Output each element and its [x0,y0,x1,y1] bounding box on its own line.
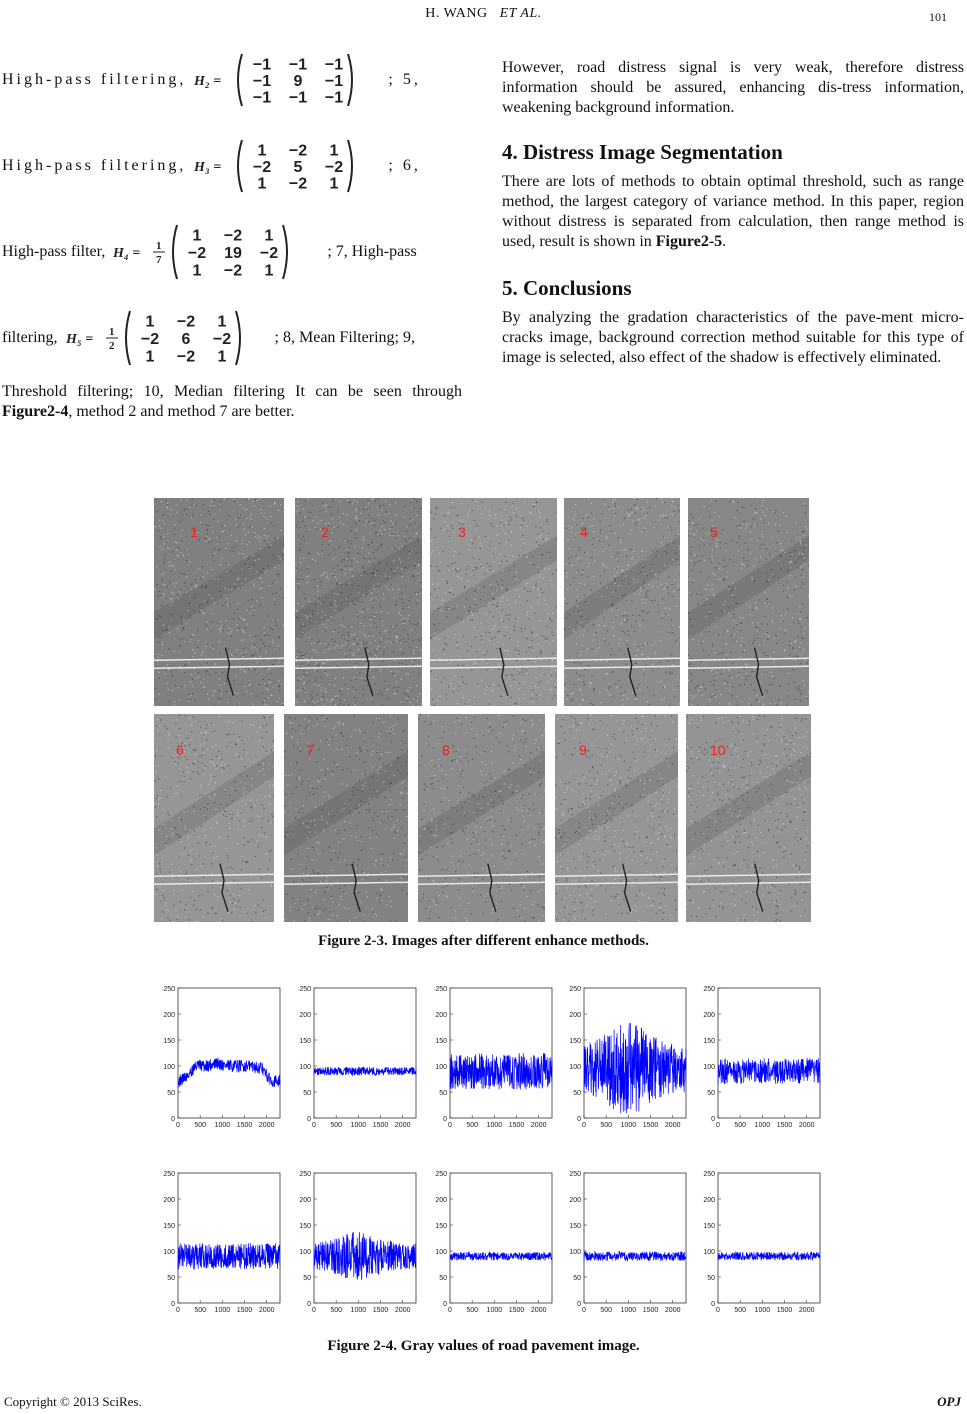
matrix-prefix-denominator: 7 [156,254,162,266]
matrix-cell: −2 [224,227,243,245]
text-fragment: High-pass filtering, [2,71,187,88]
y-tick-label: 150 [163,1038,175,1045]
panel-number-label: 5 [710,524,718,540]
y-tick-label: 200 [703,1012,715,1019]
pavement-image [284,714,408,922]
x-tick-label: 2000 [664,1122,681,1129]
section-5-heading: 5. Conclusions [502,276,632,300]
x-tick-label: 1000 [620,1122,637,1129]
plot-frame [450,988,552,1118]
y-tick-label: 0 [443,1116,447,1123]
plot-frame [178,1173,280,1303]
x-tick-label: 0 [448,1307,452,1314]
x-tick-label: 1500 [776,1307,793,1314]
x-tick-label: 1000 [350,1122,367,1129]
equation-line-3 [2,222,462,282]
enhanced-image-panel [555,714,678,922]
x-tick-label: 1500 [236,1307,253,1314]
matrix-cell: −1 [325,89,344,107]
matrix-cell: 1 [329,142,339,160]
equation-line-2 [2,136,462,196]
matrix-cell: −2 [253,159,272,176]
y-tick-label: 50 [707,1090,715,1097]
x-tick-label: 1000 [350,1307,367,1314]
y-tick-label: 150 [299,1038,311,1045]
gray-value-plot [558,980,690,1140]
y-tick-label: 250 [569,1171,581,1178]
matrix-cell: −1 [253,73,272,90]
x-tick-label: 2000 [530,1122,547,1129]
matrix-label: H₃ = [194,160,222,175]
matrix-cell: −2 [260,245,279,262]
matrix-cell: 1 [329,175,339,193]
panel-number-label: 2 [321,524,329,540]
matrix-cell: 1 [257,175,267,193]
right-column [502,58,964,368]
y-tick-label: 100 [569,1249,581,1256]
y-tick-label: 250 [569,986,581,993]
x-tick-label: 500 [194,1307,207,1314]
y-tick-label: 50 [167,1275,175,1282]
journal-abbreviation: OPJ [937,1394,961,1409]
matrix-cell: −2 [224,262,243,280]
section-4-paragraph: There are lots of methods to obtain optimal threshold, such as range method, the largest category of variance method. In this paper, region without distress is separated from calculation, then range method is used, result is shown in Figure2-5. [502,173,964,250]
section-5-paragraph: By analyzing the gradation characteristics of the pave-ment micro-cracks image, background correction method suitable for this type of image is selected, also effect of the shadow is effectively eliminated. [502,309,964,366]
gray-value-plot [152,1165,284,1325]
matrix-prefix-numerator: 1 [156,240,162,252]
y-tick-label: 150 [299,1223,311,1230]
y-tick-label: 250 [703,986,715,993]
panel-number-label: 6 [176,742,184,758]
equation-line-1 [2,50,462,110]
pavement-image [418,714,545,922]
y-tick-label: 150 [703,1223,715,1230]
enhanced-image-panel [295,498,422,706]
x-tick-label: 1000 [486,1122,503,1129]
y-tick-label: 250 [299,1171,311,1178]
matrix-h2 [192,51,382,109]
x-tick-label: 1000 [214,1307,231,1314]
left-paragraph: Threshold filtering; 10, Median filtering It can be seen through Figure2-4, method 2 and method 7 are better. [2,383,462,420]
y-tick-label: 250 [163,1171,175,1178]
y-tick-label: 50 [707,1275,715,1282]
figure-2-3-caption: Figure 2-3. Images after different enhance methods. [318,933,649,949]
matrix-bracket-right [348,140,352,192]
pavement-image [154,498,284,706]
y-tick-label: 200 [163,1012,175,1019]
pavement-image [295,498,422,706]
panel-number-label: 10 [710,742,726,758]
x-tick-label: 2000 [798,1122,815,1129]
matrix-prefix-denominator: 2 [108,340,115,352]
matrix-cell: 1 [264,227,274,245]
matrix-bracket-right [348,54,352,106]
copyright-footer: Copyright © 2013 SciRes. [4,1394,142,1409]
gray-value-plot [152,980,284,1140]
matrix-bracket-left [126,311,130,365]
matrix-cell: −1 [325,56,344,74]
x-tick-label: 0 [176,1122,180,1129]
x-tick-label: 1000 [214,1122,231,1129]
gray-value-plot [558,1165,690,1325]
pavement-image [555,714,678,922]
panel-number-label: 7 [306,742,314,758]
x-tick-label: 1500 [372,1307,389,1314]
x-tick-label: 2000 [394,1307,411,1314]
plot-frame [718,988,820,1118]
x-tick-label: 1000 [754,1307,771,1314]
matrix-prefix-numerator: 1 [108,326,115,338]
x-tick-label: 0 [582,1307,586,1314]
enhanced-image-panel [154,714,274,922]
x-tick-label: 0 [448,1122,452,1129]
x-tick-label: 500 [194,1122,207,1129]
y-tick-label: 100 [435,1249,447,1256]
matrix-bracket-left [238,140,242,192]
matrix-bracket-right [236,311,240,365]
x-tick-label: 1500 [642,1307,659,1314]
matrix-bracket-left [238,54,242,106]
y-tick-label: 100 [435,1064,447,1071]
y-tick-label: 200 [703,1197,715,1204]
text-fragment: High-pass filtering, [2,157,187,174]
y-tick-label: 200 [299,1012,311,1019]
y-tick-label: 200 [569,1197,581,1204]
x-tick-label: 0 [312,1122,316,1129]
matrix-cell: −2 [289,142,308,160]
y-tick-label: 0 [577,1301,581,1308]
matrix-cell: 1 [145,313,154,331]
y-tick-label: 100 [703,1064,715,1071]
x-tick-label: 1000 [486,1307,503,1314]
y-tick-label: 0 [171,1301,175,1308]
y-tick-label: 100 [299,1249,311,1256]
equation-line-4 [2,308,462,368]
y-tick-label: 100 [703,1249,715,1256]
plot-frame [314,1173,416,1303]
y-tick-label: 50 [303,1275,311,1282]
y-tick-label: 150 [569,1038,581,1045]
enhanced-image-panel [154,498,284,706]
plot-frame [584,1173,686,1303]
y-tick-label: 150 [435,1223,447,1230]
x-tick-label: 0 [716,1122,720,1129]
matrix-cell: −2 [140,331,159,348]
enhanced-image-panel [284,714,408,922]
y-tick-label: 0 [711,1301,715,1308]
matrix-cell: −2 [188,245,207,262]
running-header-authors: H. WANG ET AL. [425,6,542,21]
y-tick-label: 250 [703,1171,715,1178]
gray-value-plot [692,1165,824,1325]
text-fragment: High-pass filter, [2,243,106,260]
y-tick-label: 50 [573,1090,581,1097]
y-tick-label: 0 [443,1301,447,1308]
matrix-cell: −2 [212,331,231,348]
y-tick-label: 250 [163,986,175,993]
y-tick-label: 200 [163,1197,175,1204]
matrix-cell: −2 [325,159,344,176]
figure-reference[interactable]: Figure2-4 [2,403,69,420]
matrix-cell: −2 [289,175,308,193]
pavement-image [154,714,274,922]
x-tick-label: 0 [716,1307,720,1314]
y-tick-label: 0 [577,1116,581,1123]
panel-number-label: 1 [190,524,198,540]
y-tick-label: 50 [167,1090,175,1097]
figure-reference[interactable]: Figure2-5 [655,233,723,250]
enhanced-image-panel [688,498,809,706]
matrix-bracket-left [173,225,177,279]
matrix-bracket-right [283,225,287,279]
x-tick-label: 1500 [642,1122,659,1129]
matrix-cell: 1 [192,227,202,245]
y-tick-label: 200 [435,1197,447,1204]
panel-number-label: 3 [458,524,466,540]
y-tick-label: 200 [435,1012,447,1019]
y-tick-label: 150 [569,1223,581,1230]
enhanced-image-panel [430,498,557,706]
gray-value-plot [288,980,420,1140]
figure-2-4-caption: Figure 2-4. Gray values of road pavement image. [327,1338,640,1354]
x-tick-label: 500 [734,1307,747,1314]
matrix-cell: 19 [224,245,243,262]
y-tick-label: 100 [163,1064,175,1071]
y-tick-label: 200 [569,1012,581,1019]
gray-value-plot [424,1165,556,1325]
section-4-heading: 4. Distress Image Segmentation [502,140,783,164]
x-tick-label: 2000 [530,1307,547,1314]
x-tick-label: 500 [600,1122,613,1129]
enhanced-image-panel [686,714,811,922]
x-tick-label: 2000 [798,1307,815,1314]
matrix-label: H₅ = [65,332,93,347]
matrix-cell: −1 [289,56,308,74]
plot-frame [718,1173,820,1303]
matrix-cell: −1 [253,89,272,107]
text-fragment: ; 5, [388,71,421,88]
x-tick-label: 2000 [258,1307,275,1314]
y-tick-label: 150 [435,1038,447,1045]
intro-paragraph: However, road distress signal is very weak, therefore distress information should be assured, enhancing dis-tress information, weakening background information. [502,59,964,116]
y-tick-label: 150 [163,1223,175,1230]
panel-number-label: 8 [442,742,450,758]
running-header [0,6,967,26]
x-tick-label: 1500 [776,1122,793,1129]
y-tick-label: 100 [163,1249,175,1256]
matrix-cell: −1 [325,73,344,90]
enhanced-image-panel [564,498,680,706]
enhanced-image-panel [418,714,545,922]
matrix-label: H₄ = [113,246,141,261]
x-tick-label: 0 [582,1122,586,1129]
pavement-image [686,714,811,922]
x-tick-label: 0 [312,1307,316,1314]
matrix-cell: −2 [176,348,195,366]
pavement-image [430,498,557,706]
y-tick-label: 100 [569,1064,581,1071]
x-tick-label: 500 [600,1307,613,1314]
x-tick-label: 1500 [372,1122,389,1129]
x-tick-label: 1000 [620,1307,637,1314]
y-tick-label: 250 [435,1171,447,1178]
matrix-cell: −1 [289,89,308,107]
x-tick-label: 500 [466,1307,479,1314]
plot-frame [178,988,280,1118]
gray-value-plot [692,980,824,1140]
x-tick-label: 1000 [754,1122,771,1129]
text-fragment: ; 6, [388,157,421,174]
y-tick-label: 0 [307,1301,311,1308]
x-tick-label: 2000 [258,1122,275,1129]
gray-value-plot [424,980,556,1140]
text-fragment: ; 8, Mean Filtering; 9, [274,329,415,346]
matrix-cell: 1 [192,262,202,280]
matrix-cell: 1 [264,262,274,280]
pavement-image [688,498,809,706]
left-column [2,50,462,422]
text-fragment: filtering, [2,329,58,346]
matrix-cell: 1 [257,142,267,160]
x-tick-label: 0 [176,1307,180,1314]
y-tick-label: 0 [171,1116,175,1123]
y-tick-label: 50 [573,1275,581,1282]
page-number: 101 [929,10,947,24]
plot-frame [450,1173,552,1303]
matrix-h5 [64,308,269,368]
matrix-cell: −2 [176,313,195,331]
matrix-cell: 9 [293,73,303,90]
y-tick-label: 50 [439,1275,447,1282]
y-tick-label: 50 [303,1090,311,1097]
matrix-cell: 5 [293,159,303,176]
x-tick-label: 500 [734,1122,747,1129]
matrix-cell: 6 [181,331,190,348]
x-tick-label: 2000 [394,1122,411,1129]
x-tick-label: 2000 [664,1307,681,1314]
y-tick-label: 250 [299,986,311,993]
y-tick-label: 50 [439,1090,447,1097]
y-tick-label: 0 [307,1116,311,1123]
matrix-h4 [111,222,321,282]
y-tick-label: 0 [711,1116,715,1123]
x-tick-label: 500 [466,1122,479,1129]
x-tick-label: 1500 [236,1122,253,1129]
panel-number-label: 4 [580,524,588,540]
x-tick-label: 500 [330,1122,343,1129]
matrix-h3 [192,137,382,195]
y-tick-label: 200 [299,1197,311,1204]
matrix-cell: 1 [217,313,226,331]
text-fragment: ; 7, High-pass [327,243,417,260]
plot-frame [314,988,416,1118]
y-tick-label: 250 [435,986,447,993]
panel-number-label: 9 [579,742,587,758]
y-tick-label: 150 [703,1038,715,1045]
matrix-cell: 1 [145,348,154,366]
y-tick-label: 100 [299,1064,311,1071]
matrix-label: H₂ = [194,74,222,89]
matrix-cell: 1 [217,348,226,366]
matrix-cell: −1 [253,56,272,74]
x-tick-label: 1500 [508,1307,525,1314]
gray-value-plot [288,1165,420,1325]
x-tick-label: 500 [330,1307,343,1314]
x-tick-label: 1500 [508,1122,525,1129]
